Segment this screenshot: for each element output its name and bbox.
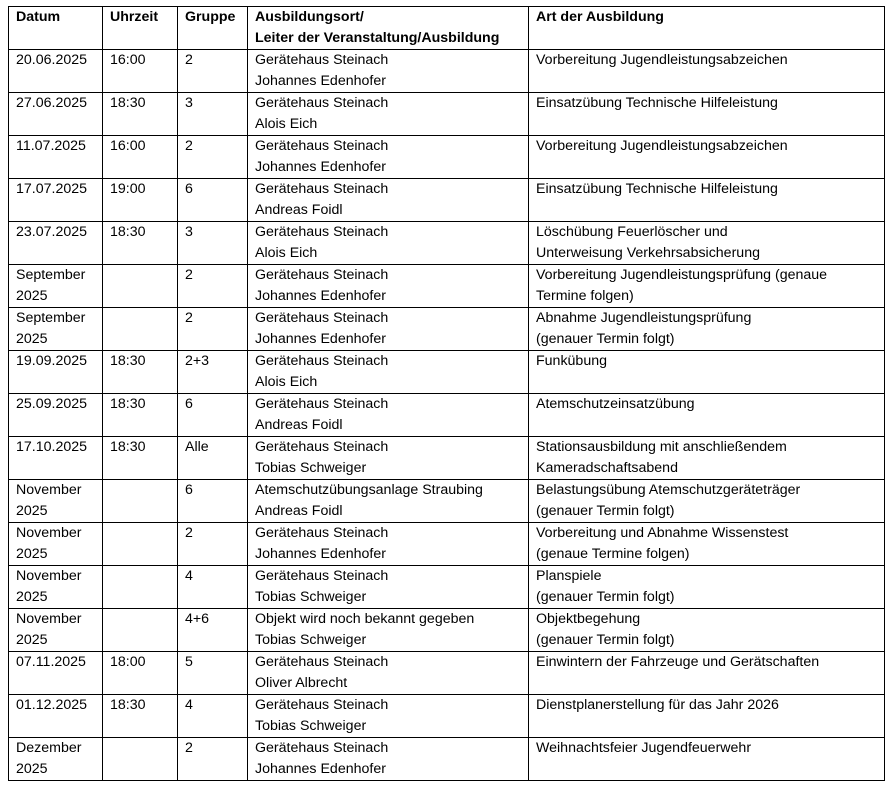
art-line1: Abnahme Jugendleistungsprüfung <box>536 310 752 326</box>
table-row <box>9 480 885 523</box>
leiter-value: Andreas Foidl <box>255 202 343 218</box>
gruppe-value: 2 <box>185 267 193 283</box>
cell-ausbildungsort <box>248 265 529 308</box>
leiter-value: Alois Eich <box>255 116 318 132</box>
cell-ausbildungsort <box>248 93 529 136</box>
datum-line1: November <box>16 525 82 541</box>
cell-art <box>529 394 885 437</box>
leiter-value: Johannes Edenhofer <box>255 761 386 777</box>
cell-gruppe <box>178 179 248 222</box>
ort-value: Atemschutzübungsanlage Straubing <box>255 482 483 498</box>
cell-art <box>529 652 885 695</box>
gruppe-value: 6 <box>185 482 193 498</box>
datum-line1: 17.10.2025 <box>16 439 88 455</box>
cell-datum <box>9 265 103 308</box>
table-row <box>9 265 885 308</box>
art-line1: Stationsausbildung mit anschließendem <box>536 439 787 455</box>
art-line1: Atemschutzeinsatzübung <box>536 396 695 412</box>
leiter-value: Andreas Foidl <box>255 503 343 519</box>
datum-line2: 2025 <box>16 503 48 519</box>
cell-gruppe <box>178 308 248 351</box>
ort-value: Gerätehaus Steinach <box>255 654 389 670</box>
art-line1: Weihnachtsfeier Jugendfeuerwehr <box>536 740 752 756</box>
datum-line2: 2025 <box>16 546 48 562</box>
leiter-value: Johannes Edenhofer <box>255 73 386 89</box>
art-line1: Vorbereitung Jugendleistungsprüfung (genaue <box>536 267 828 283</box>
ort-value: Gerätehaus Steinach <box>255 95 389 111</box>
cell-ausbildungsort <box>248 738 529 781</box>
gruppe-value: 6 <box>185 181 193 197</box>
cell-ausbildungsort <box>248 652 529 695</box>
cell-ausbildungsort <box>248 523 529 566</box>
table-row <box>9 695 885 738</box>
datum-line1: November <box>16 568 82 584</box>
training-schedule-table <box>8 6 885 781</box>
gruppe-value: 4+6 <box>185 611 210 627</box>
ort-value: Gerätehaus Steinach <box>255 740 389 756</box>
art-line2: (genauer Termin folgt) <box>536 632 675 648</box>
cell-art <box>529 50 885 93</box>
gruppe-value: 5 <box>185 654 193 670</box>
datum-line1: 17.07.2025 <box>16 181 88 197</box>
datum-line1: September <box>16 310 86 326</box>
uhrzeit-value: 16:00 <box>110 138 146 154</box>
datum-line2: 2025 <box>16 589 48 605</box>
datum-line1: 20.06.2025 <box>16 52 88 68</box>
cell-datum <box>9 394 103 437</box>
cell-uhrzeit <box>103 652 178 695</box>
table-row <box>9 738 885 781</box>
ort-value: Gerätehaus Steinach <box>255 525 389 541</box>
ort-value: Gerätehaus Steinach <box>255 181 389 197</box>
art-line1: Löschübung Feuerlöscher und <box>536 224 728 240</box>
art-line1: Belastungsübung Atemschutzgeräteträger <box>536 482 801 498</box>
header-ausbildungsort <box>248 7 529 50</box>
cell-gruppe <box>178 437 248 480</box>
gruppe-value: 3 <box>185 95 193 111</box>
uhrzeit-value: 18:00 <box>110 654 146 670</box>
cell-art <box>529 222 885 265</box>
cell-uhrzeit <box>103 566 178 609</box>
datum-line1: 23.07.2025 <box>16 224 88 240</box>
leiter-value: Johannes Edenhofer <box>255 331 386 347</box>
ort-value: Gerätehaus Steinach <box>255 138 389 154</box>
leiter-value: Tobias Schweiger <box>255 632 367 648</box>
cell-ausbildungsort <box>248 394 529 437</box>
cell-uhrzeit <box>103 695 178 738</box>
cell-ausbildungsort <box>248 695 529 738</box>
table-row <box>9 222 885 265</box>
art-line2: (genauer Termin folgt) <box>536 503 675 519</box>
uhrzeit-value: 19:00 <box>110 181 146 197</box>
cell-art <box>529 351 885 394</box>
leiter-value: Johannes Edenhofer <box>255 288 386 304</box>
art-line2: Unterweisung Verkehrsabsicherung <box>536 245 760 261</box>
cell-art <box>529 265 885 308</box>
cell-art <box>529 136 885 179</box>
cell-datum <box>9 351 103 394</box>
cell-art <box>529 609 885 652</box>
cell-gruppe <box>178 523 248 566</box>
cell-datum <box>9 738 103 781</box>
cell-datum <box>9 93 103 136</box>
cell-uhrzeit <box>103 179 178 222</box>
cell-ausbildungsort <box>248 222 529 265</box>
table-header-row <box>9 7 885 50</box>
cell-gruppe <box>178 480 248 523</box>
cell-gruppe <box>178 652 248 695</box>
cell-art <box>529 695 885 738</box>
table-row <box>9 351 885 394</box>
datum-line1: November <box>16 611 82 627</box>
cell-ausbildungsort <box>248 136 529 179</box>
cell-datum <box>9 136 103 179</box>
cell-ausbildungsort <box>248 480 529 523</box>
header-art: Art der Ausbildung <box>529 7 885 50</box>
datum-line1: September <box>16 267 86 283</box>
gruppe-value: 2 <box>185 740 193 756</box>
art-line1: Einwintern der Fahrzeuge und Gerätschaften <box>536 654 820 670</box>
cell-uhrzeit <box>103 609 178 652</box>
cell-gruppe <box>178 93 248 136</box>
cell-gruppe <box>178 265 248 308</box>
cell-datum <box>9 480 103 523</box>
table-row <box>9 566 885 609</box>
datum-line1: November <box>16 482 82 498</box>
cell-art <box>529 480 885 523</box>
datum-line1: 25.09.2025 <box>16 396 88 412</box>
art-line1: Dienstplanerstellung für das Jahr 2026 <box>536 697 779 713</box>
datum-line1: Dezember <box>16 740 82 756</box>
cell-uhrzeit <box>103 738 178 781</box>
gruppe-value: 6 <box>185 396 193 412</box>
header-ort-line2: Leiter der Veranstaltung/Ausbildung <box>255 30 500 46</box>
leiter-value: Andreas Foidl <box>255 417 343 433</box>
art-line1: Vorbereitung Jugendleistungsabzeichen <box>536 138 788 154</box>
leiter-value: Tobias Schweiger <box>255 460 367 476</box>
table-row <box>9 394 885 437</box>
uhrzeit-value: 18:30 <box>110 439 146 455</box>
art-line2: (genaue Termine folgen) <box>536 546 690 562</box>
cell-gruppe <box>178 738 248 781</box>
gruppe-value: 2+3 <box>185 353 210 369</box>
ort-value: Gerätehaus Steinach <box>255 267 389 283</box>
table-body <box>9 50 885 781</box>
leiter-value: Tobias Schweiger <box>255 589 367 605</box>
uhrzeit-value: 18:30 <box>110 697 146 713</box>
art-line1: Einsatzübung Technische Hilfeleistung <box>536 95 778 111</box>
datum-line2: 2025 <box>16 761 48 777</box>
cell-gruppe <box>178 50 248 93</box>
uhrzeit-value: 18:30 <box>110 396 146 412</box>
uhrzeit-value: 18:30 <box>110 224 146 240</box>
cell-datum <box>9 179 103 222</box>
gruppe-value: 4 <box>185 568 193 584</box>
datum-line1: 27.06.2025 <box>16 95 88 111</box>
cell-uhrzeit <box>103 93 178 136</box>
art-line1: Vorbereitung und Abnahme Wissenstest <box>536 525 789 541</box>
cell-uhrzeit <box>103 50 178 93</box>
leiter-value: Oliver Albrecht <box>255 675 348 691</box>
cell-ausbildungsort <box>248 566 529 609</box>
cell-datum <box>9 566 103 609</box>
cell-art <box>529 437 885 480</box>
gruppe-value: 4 <box>185 697 193 713</box>
table-row <box>9 179 885 222</box>
ort-value: Gerätehaus Steinach <box>255 310 389 326</box>
datum-line1: 19.09.2025 <box>16 353 88 369</box>
gruppe-value: 2 <box>185 138 193 154</box>
cell-gruppe <box>178 609 248 652</box>
table-row <box>9 93 885 136</box>
ort-value: Objekt wird noch bekannt gegeben <box>255 611 475 627</box>
gruppe-value: 2 <box>185 52 193 68</box>
leiter-value: Alois Eich <box>255 245 318 261</box>
datum-line1: 01.12.2025 <box>16 697 88 713</box>
cell-gruppe <box>178 394 248 437</box>
cell-uhrzeit <box>103 136 178 179</box>
ort-value: Gerätehaus Steinach <box>255 568 389 584</box>
art-line1: Planspiele <box>536 568 602 584</box>
ort-value: Gerätehaus Steinach <box>255 224 389 240</box>
uhrzeit-value: 16:00 <box>110 52 146 68</box>
cell-datum <box>9 222 103 265</box>
leiter-value: Johannes Edenhofer <box>255 546 386 562</box>
cell-art <box>529 566 885 609</box>
cell-ausbildungsort <box>248 50 529 93</box>
header-ort-line1: Ausbildungsort/ <box>255 9 364 25</box>
cell-uhrzeit <box>103 480 178 523</box>
cell-datum <box>9 437 103 480</box>
header-gruppe: Gruppe <box>178 7 248 50</box>
ort-value: Gerätehaus Steinach <box>255 353 389 369</box>
datum-line1: 07.11.2025 <box>16 654 86 670</box>
cell-uhrzeit <box>103 523 178 566</box>
cell-art <box>529 93 885 136</box>
cell-ausbildungsort <box>248 609 529 652</box>
cell-uhrzeit <box>103 265 178 308</box>
cell-datum <box>9 50 103 93</box>
art-line2: (genauer Termin folgt) <box>536 331 675 347</box>
cell-gruppe <box>178 695 248 738</box>
leiter-value: Johannes Edenhofer <box>255 159 386 175</box>
leiter-value: Tobias Schweiger <box>255 718 367 734</box>
cell-uhrzeit <box>103 308 178 351</box>
leiter-value: Alois Eich <box>255 374 318 390</box>
cell-uhrzeit <box>103 394 178 437</box>
gruppe-value: 2 <box>185 310 193 326</box>
cell-art <box>529 738 885 781</box>
cell-gruppe <box>178 136 248 179</box>
art-line1: Vorbereitung Jugendleistungsabzeichen <box>536 52 788 68</box>
header-datum: Datum <box>9 7 103 50</box>
ort-value: Gerätehaus Steinach <box>255 439 389 455</box>
table-row <box>9 136 885 179</box>
cell-uhrzeit <box>103 222 178 265</box>
gruppe-value: Alle <box>185 439 209 455</box>
cell-gruppe <box>178 222 248 265</box>
art-line1: Objektbegehung <box>536 611 641 627</box>
table-row <box>9 437 885 480</box>
cell-ausbildungsort <box>248 308 529 351</box>
header-uhrzeit: Uhrzeit <box>103 7 178 50</box>
cell-ausbildungsort <box>248 179 529 222</box>
datum-line2: 2025 <box>16 288 48 304</box>
table-row <box>9 308 885 351</box>
cell-art <box>529 179 885 222</box>
ort-value: Gerätehaus Steinach <box>255 697 389 713</box>
cell-uhrzeit <box>103 437 178 480</box>
cell-art <box>529 523 885 566</box>
table-row <box>9 609 885 652</box>
cell-datum <box>9 652 103 695</box>
cell-datum <box>9 609 103 652</box>
cell-datum <box>9 308 103 351</box>
uhrzeit-value: 18:30 <box>110 353 146 369</box>
cell-art <box>529 308 885 351</box>
ort-value: Gerätehaus Steinach <box>255 396 389 412</box>
cell-datum <box>9 695 103 738</box>
datum-line1: 11.07.2025 <box>16 138 86 154</box>
art-line2: (genauer Termin folgt) <box>536 589 675 605</box>
art-line1: Funkübung <box>536 353 607 369</box>
cell-gruppe <box>178 351 248 394</box>
art-line2: Termine folgen) <box>536 288 634 304</box>
art-line2: Kameradschaftsabend <box>536 460 678 476</box>
cell-datum <box>9 523 103 566</box>
gruppe-value: 2 <box>185 525 193 541</box>
cell-ausbildungsort <box>248 351 529 394</box>
cell-ausbildungsort <box>248 437 529 480</box>
table-row <box>9 523 885 566</box>
uhrzeit-value: 18:30 <box>110 95 146 111</box>
table-row <box>9 50 885 93</box>
datum-line2: 2025 <box>16 331 48 347</box>
cell-uhrzeit <box>103 351 178 394</box>
datum-line2: 2025 <box>16 632 48 648</box>
art-line1: Einsatzübung Technische Hilfeleistung <box>536 181 778 197</box>
ort-value: Gerätehaus Steinach <box>255 52 389 68</box>
table-row <box>9 652 885 695</box>
cell-gruppe <box>178 566 248 609</box>
gruppe-value: 3 <box>185 224 193 240</box>
